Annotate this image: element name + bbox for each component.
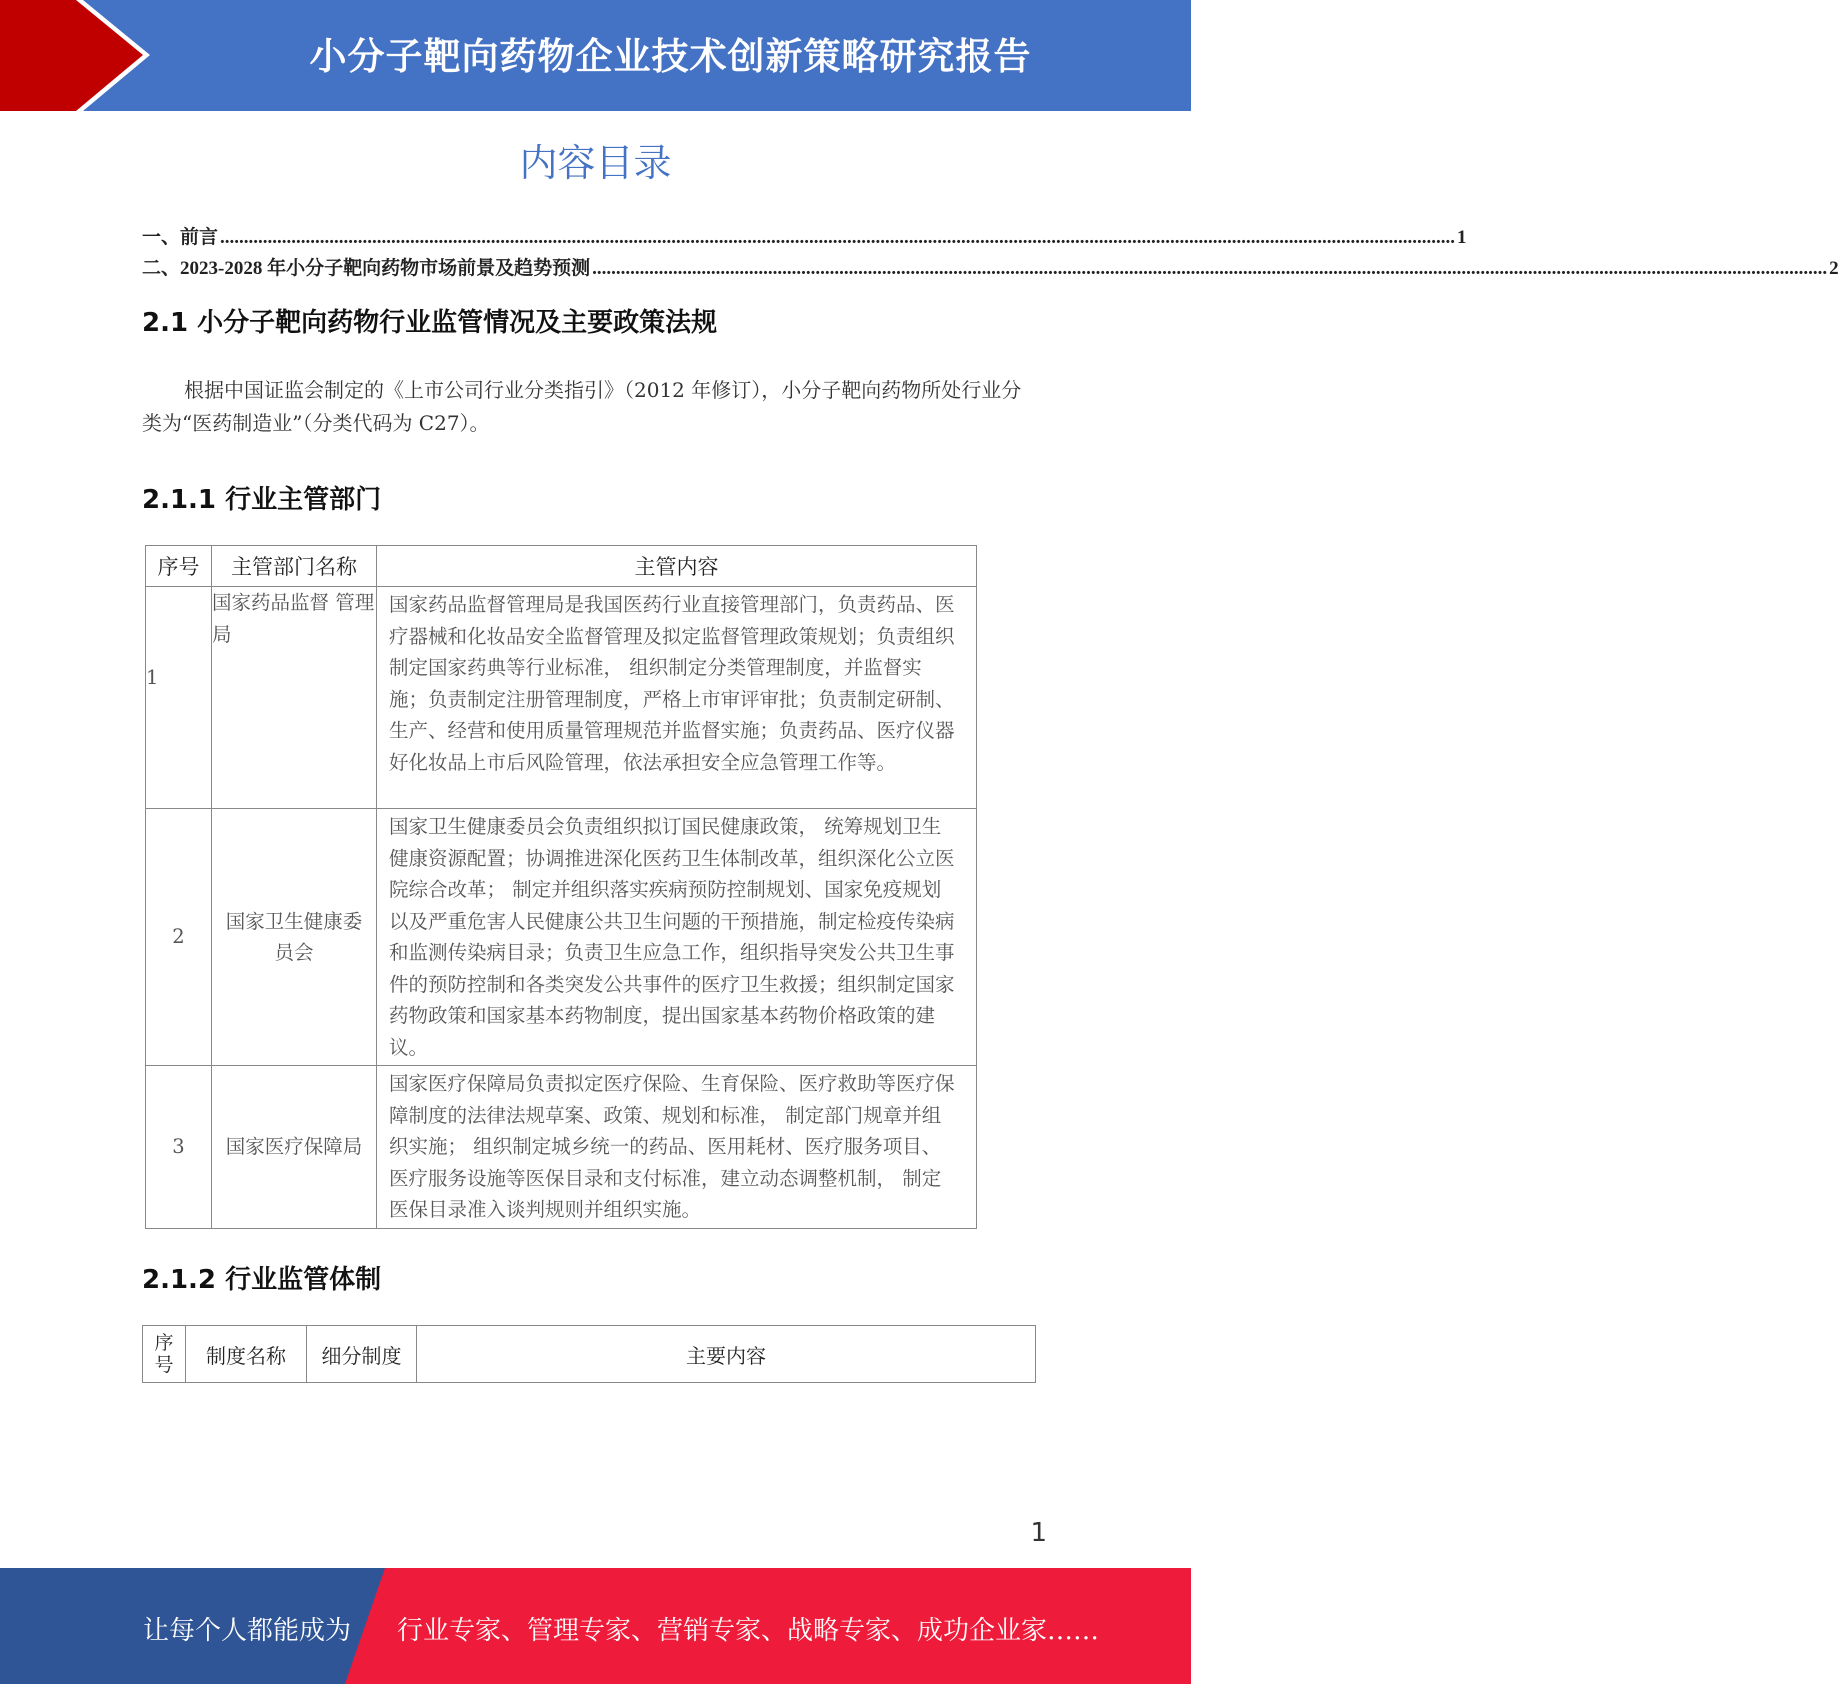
footer-banner xyxy=(0,1568,1191,1684)
row-number: 1 xyxy=(146,587,212,809)
toc-entry-page: 2 xyxy=(1829,258,1839,279)
toc-entry-2[interactable] xyxy=(142,254,1839,280)
toc-entry-page: 1 xyxy=(1457,227,1467,248)
report-title: 小分子靶向药物企业技术创新策略研究报告 xyxy=(309,35,1032,78)
footer-slogan-left: 让每个人都能成为 xyxy=(143,1616,352,1646)
authority-content: 国家药品监督管理局是我国医药行业直接管理部门，负责药品、医疗器械和化妆品安全监督管理及拟定监督管理政策规划；负责组织制定国家药典等行业标准， 组织制定分类管理制度，并监督实施；负责制定注册管理制度，严格上市审评审批；负责制定研制、生产、经营和使用质量管理规范并监督实施；负责药品、医疗仪器好化妆品上市后风险管理，依法承担安全应急管理工作等。 xyxy=(377,587,977,809)
regulation-table xyxy=(142,1325,1036,1383)
authorities-table xyxy=(145,545,977,1229)
toc-entry-label: 一、前言 xyxy=(142,227,219,248)
row-number: 2 xyxy=(146,809,212,1066)
toc-entry-label: 二、2023-2028 年小分子靶向药物市场前景及趋势预测 xyxy=(142,258,591,279)
footer-slogan-right: 行业专家、管理专家、营销专家、战略专家、成功企业家…… xyxy=(397,1616,1100,1646)
toc-leader-dots: .................................................................................................................................................................................................................................................................... xyxy=(592,258,1828,279)
authority-name: 国家医疗保障局 xyxy=(212,1066,377,1229)
header-banner xyxy=(0,0,1191,111)
header-cell: 主管内容 xyxy=(377,546,977,587)
toc-entry-1[interactable] xyxy=(142,223,1467,249)
authority-content: 国家卫生健康委员会负责组织拟订国民健康政策， 统筹规划卫生健康资源配置；协调推进深化医药卫生体制改革，组织深化公立医院综合改革； 制定并组织落实疾病预防控制规划、国家免疫规划以及严重危害人民健康公共卫生问题的干预措施，制定检疫传染病和监测传染病目录；负责卫生应急工作，组织指导突发公共卫生事件的预防控制和各类突发公共事件的医疗卫生救援；组织制定国家药物政策和国家基本药物制度，提出国家基本药物价格政策的建议。 xyxy=(377,809,977,1066)
red-chevron-decoration xyxy=(0,0,150,111)
header-cell: 序号 xyxy=(146,546,212,587)
page-number: 1 xyxy=(1030,1518,1047,1548)
header-cell: 主管部门名称 xyxy=(212,546,377,587)
row-number: 3 xyxy=(146,1066,212,1229)
vertical-label: 序 号 xyxy=(154,1332,174,1376)
section-heading-2-1-2: 2.1.2 行业监管体制 xyxy=(142,1265,382,1295)
authority-name: 国家卫生健康委员会 xyxy=(212,809,377,1066)
authority-name: 国家药品监督 管理局 xyxy=(212,587,377,809)
section-paragraph: 根据中国证监会制定的《上市公司行业分类指引》（2012 年修订），小分子靶向药物所处行业分类为“医药制造业”（分类代码为 C27）。 xyxy=(142,378,1022,435)
table-row xyxy=(146,809,977,1066)
authority-content: 国家医疗保障局负责拟定医疗保险、生育保险、医疗救助等医疗保障制度的法律法规草案、政策、规划和标准， 制定部门规章并组织实施； 组织制定城乡统一的药品、医用耗材、医疗服务项目、医疗服务设施等医保目录和支付标准，建立动态调整机制， 制定医保目录准入谈判规则并组织实施。 xyxy=(377,1066,977,1229)
table-row xyxy=(146,587,977,809)
toc-title: 内容目录 xyxy=(519,141,672,185)
header-cell: 细分制度 xyxy=(307,1326,417,1383)
table-header-row xyxy=(143,1326,1036,1383)
table-header-row xyxy=(146,546,977,587)
header-cell-vertical xyxy=(143,1326,186,1383)
section-heading-2-1: 2.1 小分子靶向药物行业监管情况及主要政策法规 xyxy=(142,308,718,338)
table-row xyxy=(146,1066,977,1229)
header-cell: 主要内容 xyxy=(417,1326,1036,1383)
toc-leader-dots: .................................................................................................................................................................................................................................................................... xyxy=(220,227,1456,248)
header-cell: 制度名称 xyxy=(186,1326,307,1383)
section-heading-2-1-1: 2.1.1 行业主管部门 xyxy=(142,485,382,515)
